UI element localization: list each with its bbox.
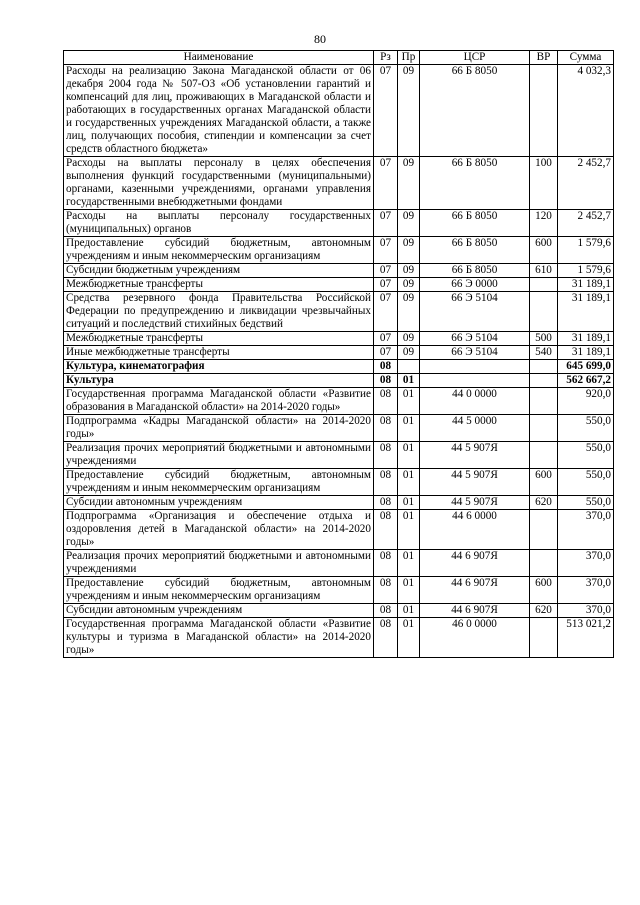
cell-sum: 513 021,2 [558, 618, 614, 658]
cell-csr: 66 Э 5104 [420, 332, 530, 346]
cell-vr [530, 65, 558, 157]
cell-csr: 44 5 907Я [420, 442, 530, 469]
cell-vr: 620 [530, 604, 558, 618]
cell-vr [530, 510, 558, 550]
cell-sum: 31 189,1 [558, 278, 614, 292]
cell-csr: 66 Б 8050 [420, 237, 530, 264]
cell-name: Подпрограмма «Организация и обеспечение отдыха и оздоровления детей в Магаданской области» на 2014-2020 годы» [64, 510, 374, 550]
cell-csr: 44 6 907Я [420, 577, 530, 604]
cell-csr: 44 0 0000 [420, 388, 530, 415]
cell-vr: 610 [530, 264, 558, 278]
table-row [64, 469, 614, 496]
cell-pr: 09 [398, 346, 420, 360]
cell-name: Расходы на выплаты персоналу в целях обеспечения выполнения функций государственными (муниципальными) органами, казенными учреждениями, органами управления государственными внебюджетными фондами [64, 157, 374, 210]
table-row [64, 157, 614, 210]
cell-rz: 07 [374, 157, 398, 210]
cell-sum: 920,0 [558, 388, 614, 415]
cell-vr: 600 [530, 577, 558, 604]
table-row [64, 388, 614, 415]
cell-sum: 370,0 [558, 510, 614, 550]
cell-vr: 600 [530, 469, 558, 496]
cell-sum: 550,0 [558, 442, 614, 469]
cell-csr: 66 Б 8050 [420, 210, 530, 237]
cell-vr: 500 [530, 332, 558, 346]
cell-name: Государственная программа Магаданской области «Развитие образования в Магаданской области» на 2014-2020 годы» [64, 388, 374, 415]
table-row [64, 264, 614, 278]
cell-pr: 01 [398, 618, 420, 658]
cell-sum: 31 189,1 [558, 346, 614, 360]
cell-rz: 08 [374, 469, 398, 496]
cell-pr: 09 [398, 292, 420, 332]
cell-rz: 07 [374, 332, 398, 346]
cell-sum: 2 452,7 [558, 210, 614, 237]
cell-rz: 07 [374, 210, 398, 237]
table-row [64, 618, 614, 658]
cell-rz: 08 [374, 388, 398, 415]
cell-vr [530, 618, 558, 658]
cell-csr: 66 Б 8050 [420, 157, 530, 210]
cell-rz: 08 [374, 550, 398, 577]
cell-sum: 2 452,7 [558, 157, 614, 210]
cell-pr: 01 [398, 577, 420, 604]
header-sum: Сумма [558, 51, 614, 65]
table-row [64, 496, 614, 510]
cell-rz: 07 [374, 292, 398, 332]
header-rz: Рз [374, 51, 398, 65]
cell-rz: 07 [374, 237, 398, 264]
table-row [64, 346, 614, 360]
table-row [64, 510, 614, 550]
cell-name: Средства резервного фонда Правительства Российской Федерации по предупреждению и ликвидации чрезвычайных ситуаций и последствий стихийных бедствий [64, 292, 374, 332]
cell-name: Иные межбюджетные трансферты [64, 346, 374, 360]
cell-sum: 31 189,1 [558, 332, 614, 346]
cell-pr: 01 [398, 510, 420, 550]
cell-sum: 550,0 [558, 496, 614, 510]
cell-name: Культура, кинематография [64, 360, 374, 374]
cell-pr [398, 360, 420, 374]
table-row [64, 442, 614, 469]
table-row [64, 360, 614, 374]
cell-pr: 01 [398, 604, 420, 618]
table-row [64, 550, 614, 577]
cell-pr: 01 [398, 442, 420, 469]
cell-name: Расходы на реализацию Закона Магаданской области от 06 декабря 2004 года № 507-ОЗ «Об установлении гарантий и компенсаций для лиц, проживающих в Магаданской области и работающих в государственных органах Магаданской области и государственных учреждениях Магаданской области, а также лиц, получающих пособия, стипендии и компенсации за счет средств областного бюджета» [64, 65, 374, 157]
cell-vr: 100 [530, 157, 558, 210]
cell-csr: 66 Э 0000 [420, 278, 530, 292]
table-row [64, 374, 614, 388]
cell-vr [530, 442, 558, 469]
cell-name: Культура [64, 374, 374, 388]
table-row [64, 415, 614, 442]
cell-vr: 540 [530, 346, 558, 360]
table-row [64, 237, 614, 264]
cell-name: Предоставление субсидий бюджетным, автономным учреждениям и иным некоммерческим организациям [64, 237, 374, 264]
cell-name: Предоставление субсидий бюджетным, автономным учреждениям и иным некоммерческим организациям [64, 577, 374, 604]
cell-rz: 08 [374, 374, 398, 388]
cell-rz: 07 [374, 278, 398, 292]
cell-pr: 09 [398, 332, 420, 346]
cell-pr: 09 [398, 210, 420, 237]
cell-rz: 08 [374, 360, 398, 374]
cell-rz: 07 [374, 264, 398, 278]
cell-csr: 44 6 0000 [420, 510, 530, 550]
cell-sum: 4 032,3 [558, 65, 614, 157]
cell-vr [530, 292, 558, 332]
cell-vr: 120 [530, 210, 558, 237]
cell-sum: 370,0 [558, 604, 614, 618]
header-name: Наименование [64, 51, 374, 65]
cell-vr [530, 388, 558, 415]
cell-csr: 66 Э 5104 [420, 346, 530, 360]
table-row [64, 292, 614, 332]
cell-pr: 01 [398, 550, 420, 577]
table-header-row [64, 51, 614, 65]
cell-rz: 08 [374, 496, 398, 510]
table-row [64, 332, 614, 346]
cell-name: Реализация прочих мероприятий бюджетными и автономными учреждениями [64, 442, 374, 469]
cell-pr: 09 [398, 264, 420, 278]
header-csr: ЦСР [420, 51, 530, 65]
cell-name: Субсидии автономным учреждениям [64, 604, 374, 618]
cell-name: Предоставление субсидий бюджетным, автономным учреждениям и иным некоммерческим организациям [64, 469, 374, 496]
cell-csr: 66 Б 8050 [420, 264, 530, 278]
cell-pr: 01 [398, 496, 420, 510]
cell-name: Межбюджетные трансферты [64, 332, 374, 346]
cell-pr: 01 [398, 415, 420, 442]
cell-sum: 550,0 [558, 415, 614, 442]
cell-sum: 645 699,0 [558, 360, 614, 374]
cell-pr: 01 [398, 469, 420, 496]
header-vr: ВР [530, 51, 558, 65]
cell-sum: 31 189,1 [558, 292, 614, 332]
cell-sum: 550,0 [558, 469, 614, 496]
cell-csr [420, 374, 530, 388]
cell-name: Расходы на выплаты персоналу государственных (муниципальных) органов [64, 210, 374, 237]
cell-name: Реализация прочих мероприятий бюджетными и автономными учреждениями [64, 550, 374, 577]
cell-csr: 44 6 907Я [420, 604, 530, 618]
table-row [64, 577, 614, 604]
cell-sum: 562 667,2 [558, 374, 614, 388]
cell-name: Межбюджетные трансферты [64, 278, 374, 292]
cell-pr: 01 [398, 374, 420, 388]
cell-name: Субсидии автономным учреждениям [64, 496, 374, 510]
cell-sum: 1 579,6 [558, 237, 614, 264]
table-body [64, 65, 614, 658]
cell-rz: 07 [374, 346, 398, 360]
cell-csr: 44 6 907Я [420, 550, 530, 577]
cell-csr: 46 0 0000 [420, 618, 530, 658]
table-row [64, 65, 614, 157]
cell-csr: 44 5 907Я [420, 469, 530, 496]
header-pr: Пр [398, 51, 420, 65]
cell-pr: 09 [398, 157, 420, 210]
cell-pr: 09 [398, 278, 420, 292]
budget-table [63, 50, 614, 658]
table-row [64, 278, 614, 292]
cell-vr [530, 360, 558, 374]
cell-vr [530, 374, 558, 388]
cell-sum: 1 579,6 [558, 264, 614, 278]
cell-vr: 620 [530, 496, 558, 510]
cell-rz: 08 [374, 618, 398, 658]
cell-csr: 66 Б 8050 [420, 65, 530, 157]
cell-csr: 66 Э 5104 [420, 292, 530, 332]
page-number: 80 [314, 32, 326, 46]
cell-pr: 01 [398, 388, 420, 415]
cell-vr: 600 [530, 237, 558, 264]
cell-name: Государственная программа Магаданской области «Развитие культуры и туризма в Магаданской области» на 2014-2020 годы» [64, 618, 374, 658]
cell-rz: 07 [374, 65, 398, 157]
cell-pr: 09 [398, 237, 420, 264]
table-row [64, 604, 614, 618]
cell-sum: 370,0 [558, 550, 614, 577]
cell-csr [420, 360, 530, 374]
cell-vr [530, 415, 558, 442]
cell-csr: 44 5 907Я [420, 496, 530, 510]
cell-name: Подпрограмма «Кадры Магаданской области» на 2014-2020 годы» [64, 415, 374, 442]
cell-rz: 08 [374, 442, 398, 469]
cell-rz: 08 [374, 604, 398, 618]
cell-sum: 370,0 [558, 577, 614, 604]
cell-csr: 44 5 0000 [420, 415, 530, 442]
cell-vr [530, 550, 558, 577]
cell-name: Субсидии бюджетным учреждениям [64, 264, 374, 278]
cell-pr: 09 [398, 65, 420, 157]
cell-rz: 08 [374, 577, 398, 604]
cell-vr [530, 278, 558, 292]
cell-rz: 08 [374, 415, 398, 442]
cell-rz: 08 [374, 510, 398, 550]
table-row [64, 210, 614, 237]
